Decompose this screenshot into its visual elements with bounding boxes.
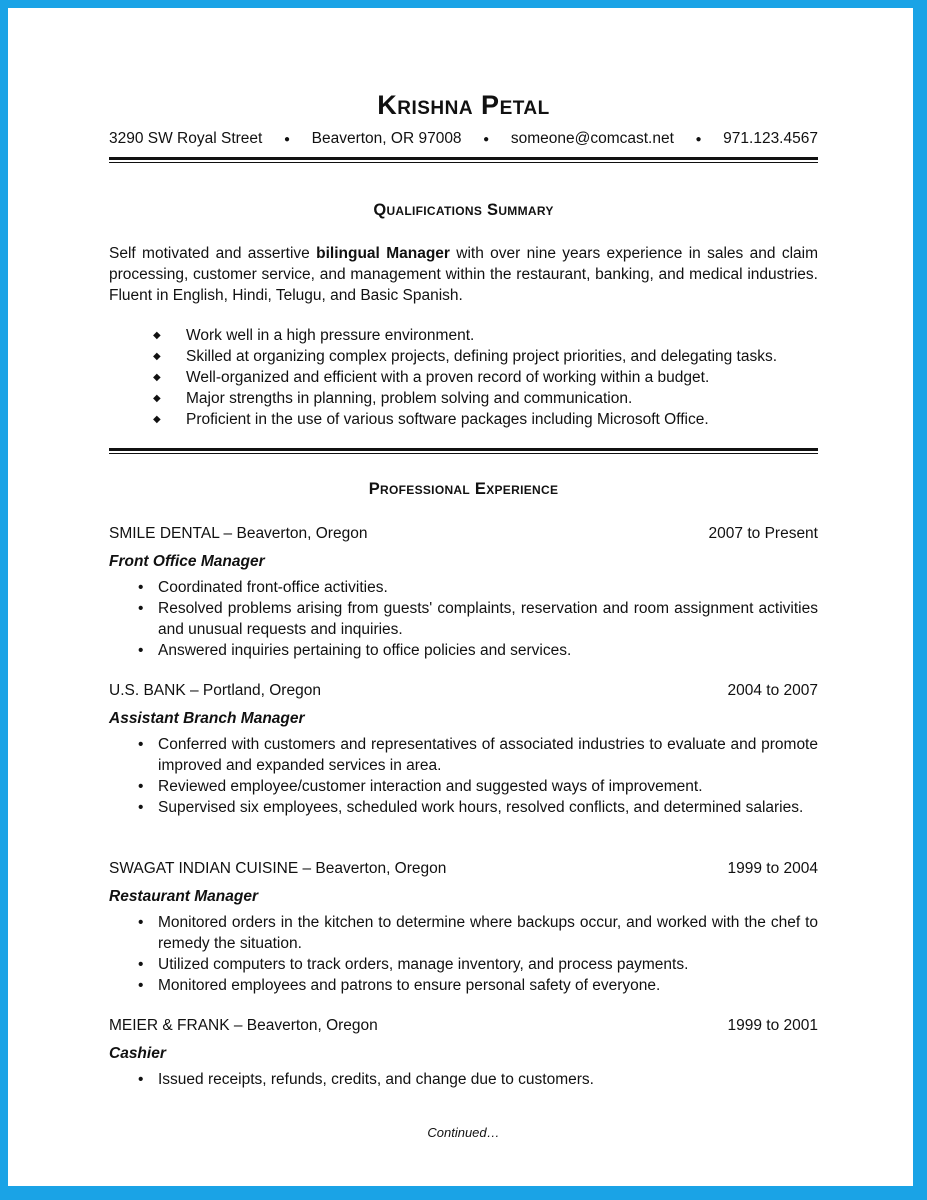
diamond-bullet-icon: ◆	[153, 372, 161, 383]
job-role: Assistant Branch Manager	[109, 710, 305, 727]
job-entry	[109, 1015, 818, 1090]
bullet-icon: •	[138, 914, 144, 931]
city: Beaverton, OR 97008	[311, 130, 462, 147]
diamond-bullet-icon: ◆	[153, 351, 161, 362]
job-entry	[109, 858, 818, 996]
bullet-icon: •	[138, 956, 144, 973]
job-employer: SMILE DENTAL – Beaverton, Oregon	[109, 525, 368, 542]
list-item: • Issued receipts, refunds, credits, and change due to customers.	[138, 1071, 594, 1088]
separator-dot: ●	[483, 133, 490, 145]
bullet-icon: •	[138, 642, 144, 659]
bullet-icon: •	[138, 977, 144, 994]
address: 3290 SW Royal Street	[109, 130, 263, 147]
list-item: • Coordinated front-office activities.	[138, 579, 388, 596]
job-entry	[109, 523, 818, 661]
job-employer: MEIER & FRANK – Beaverton, Oregon	[109, 1017, 378, 1034]
job-employer: U.S. BANK – Portland, Oregon	[109, 682, 321, 699]
bullet-icon: •	[138, 579, 144, 596]
job-duties	[109, 734, 818, 818]
qualifications-summary	[109, 243, 818, 306]
phone: 971.123.4567	[723, 130, 818, 147]
list-item: • Conferred with customers and representatives of associated industries to evaluate and promote improved and expanded services in area.	[138, 736, 818, 774]
qualifications-list	[153, 325, 818, 430]
diamond-bullet-icon: ◆	[153, 330, 161, 341]
contact-line	[109, 130, 818, 148]
diamond-bullet-icon: ◆	[153, 414, 161, 425]
list-item: • Supervised six employees, scheduled work hours, resolved conflicts, and determined salaries.	[138, 799, 804, 816]
bullet-icon: •	[138, 600, 144, 617]
separator-dot: ●	[283, 133, 291, 145]
job-duties	[109, 577, 818, 661]
experience-title: Professional Experience	[368, 480, 559, 498]
separator-dot: ●	[695, 133, 702, 145]
list-item: ◆ Skilled at organizing complex projects, defining project priorities, and delegating tasks.	[153, 348, 778, 365]
section-divider	[109, 448, 818, 454]
job-role: Cashier	[109, 1045, 166, 1062]
diamond-bullet-icon: ◆	[153, 393, 161, 404]
header-divider	[109, 157, 818, 163]
job-dates: 1999 to 2001	[727, 1017, 818, 1034]
job-dates: 2007 to Present	[708, 525, 818, 542]
list-item: • Resolved problems arising from guests' complaints, reservation and room assignment activities and unusual requests and inquiries.	[138, 600, 818, 638]
list-item: ◆ Major strengths in planning, problem solving and communication.	[153, 390, 633, 407]
list-item: • Monitored employees and patrons to ensure personal safety of everyone.	[138, 977, 661, 994]
list-item: • Monitored orders in the kitchen to determine where backups occur, and worked with the chef to remedy the situation.	[138, 914, 818, 952]
list-item: • Utilized computers to track orders, manage inventory, and process payments.	[138, 956, 689, 973]
list-item: ◆ Work well in a high pressure environment.	[153, 327, 475, 344]
job-duties	[109, 912, 818, 996]
summary-highlight: bilingual Manager	[316, 245, 450, 262]
summary-text: Self motivated and assertive	[109, 245, 317, 262]
list-item: ◆ Proficient in the use of various software packages including Microsoft Office.	[153, 411, 709, 428]
summary-text: with over nine years experience in sales and claim processing, customer service, and management within the restaurant, banking, and medical industries. Fluent in English, Hindi, Telugu, and Basic Spanish.	[109, 245, 818, 304]
bullet-icon: •	[138, 1071, 144, 1088]
job-role: Restaurant Manager	[109, 888, 259, 905]
bullet-icon: •	[138, 799, 144, 816]
email: someone@comcast.net	[510, 130, 674, 147]
continued-note: Continued…	[427, 1125, 500, 1140]
job-duties	[109, 1069, 818, 1090]
candidate-name: Krishna Petal	[377, 90, 550, 120]
bullet-icon: •	[138, 736, 144, 753]
job-dates: 1999 to 2004	[727, 860, 818, 877]
list-item: • Reviewed employee/customer interaction and suggested ways of improvement.	[138, 778, 703, 795]
job-dates: 2004 to 2007	[727, 682, 818, 699]
list-item: ◆ Well-organized and efficient with a proven record of working within a budget.	[153, 369, 710, 386]
bullet-icon: •	[138, 778, 144, 795]
job-employer: SWAGAT INDIAN CUISINE – Beaverton, Oregon	[109, 860, 447, 877]
list-item: • Answered inquiries pertaining to office policies and services.	[138, 642, 572, 659]
job-role: Front Office Manager	[109, 553, 265, 570]
qualifications-title: Qualifications Summary	[373, 201, 554, 219]
job-entry	[109, 680, 818, 818]
resume-page	[8, 8, 913, 1186]
